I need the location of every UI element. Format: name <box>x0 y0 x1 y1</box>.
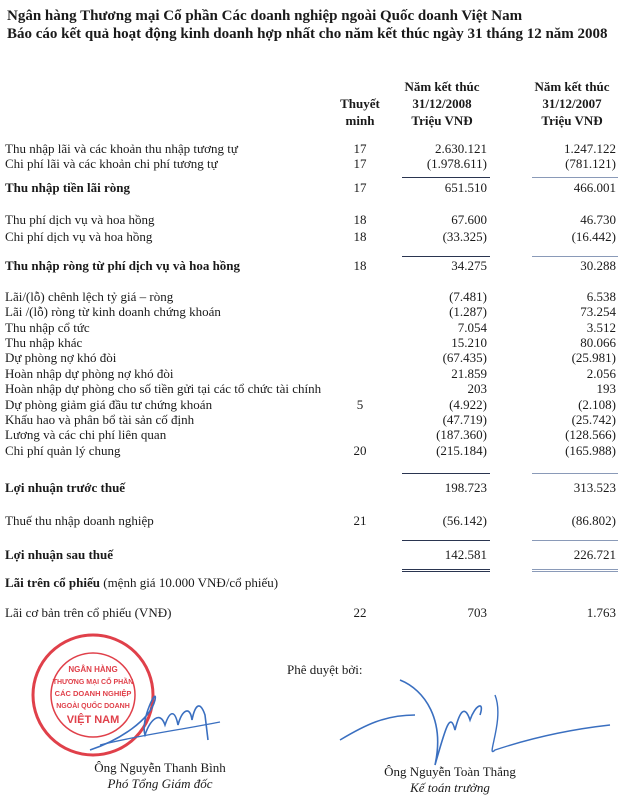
col-2007-header: 31/12/2007 <box>542 96 602 111</box>
row-note: 21 <box>353 513 367 528</box>
value-2007: 1.247.122 <box>564 141 616 156</box>
value-2008: 142.581 <box>444 547 487 562</box>
approval-label: Phê duyệt bởi: <box>287 662 363 677</box>
value-2008: 15.210 <box>451 335 487 350</box>
value-2007: 226.721 <box>573 547 616 562</box>
value-2008: 21.859 <box>451 366 487 381</box>
value-2007: 80.066 <box>580 335 616 350</box>
row-note: 22 <box>353 605 367 620</box>
value-2008: (7.481) <box>449 289 487 304</box>
value-2007: 6.538 <box>586 289 616 304</box>
row-note: 17 <box>353 141 367 156</box>
row-label: Thu nhập ròng từ phí dịch vụ và hoa hồng <box>5 258 241 273</box>
row-label: Lãi /(lỗ) ròng từ kinh doanh chứng khoán <box>5 304 221 319</box>
col-2008-header: Triệu VNĐ <box>411 113 473 128</box>
value-2008: 34.275 <box>451 258 487 273</box>
value-2008: 651.510 <box>444 180 487 195</box>
row-label-main: Lãi trên cổ phiếu <box>5 575 100 590</box>
col-2007-header: Năm kết thúc <box>534 79 610 94</box>
value-2007: (2.108) <box>578 397 616 412</box>
signer-1-title: Phó Tổng Giám đốc <box>107 776 213 791</box>
value-2007: 313.523 <box>573 480 616 495</box>
row-note: 18 <box>353 258 367 273</box>
row-label: Chi phí lãi và các khoản chi phí tương tự <box>5 156 218 171</box>
value-2008: (67.435) <box>442 350 487 365</box>
value-2008: (47.719) <box>442 412 487 427</box>
value-2008: 203 <box>467 381 487 396</box>
value-2007: 1.763 <box>586 605 616 620</box>
row-label: Thu nhập lãi và các khoản thu nhập tương tự <box>5 141 238 156</box>
row-note: 17 <box>353 180 367 195</box>
value-2008: 7.054 <box>457 320 487 335</box>
value-2007: 73.254 <box>580 304 616 319</box>
row-label: Thuế thu nhập doanh nghiệp <box>5 513 154 528</box>
value-2007: (165.988) <box>565 443 616 458</box>
value-2007: (781.121) <box>565 156 616 171</box>
col-2007-header: Triệu VNĐ <box>541 113 603 128</box>
row-label: Thu nhập tiền lãi ròng <box>5 180 130 195</box>
row-label: Thu phí dịch vụ và hoa hồng <box>5 212 155 227</box>
row-note: 20 <box>353 443 367 458</box>
svg-text:CÁC DOANH NGHIỆP: CÁC DOANH NGHIỆP <box>54 689 132 698</box>
value-2007: 466.001 <box>573 180 616 195</box>
value-2008: (4.922) <box>449 397 487 412</box>
note-header: minh <box>345 113 375 128</box>
row-note: 18 <box>353 212 367 227</box>
row-label: Lãi/(lỗ) chênh lệch tỷ giá – ròng <box>5 289 174 304</box>
value-2007: 30.288 <box>580 258 616 273</box>
row-note: 5 <box>356 397 364 412</box>
row-label: Lương và các chi phí liên quan <box>5 427 167 442</box>
signature-2 <box>335 670 615 770</box>
signer-2-name: Ông Nguyễn Toàn Thắng <box>384 764 516 779</box>
row-label: Hoàn nhập dự phòng nợ khó đòi <box>5 366 174 381</box>
value-2008: 703 <box>467 605 487 620</box>
col-2008-header: Năm kết thúc <box>404 79 480 94</box>
row-label: Lãi cơ bản trên cổ phiếu (VNĐ) <box>5 605 172 620</box>
value-2008: 198.723 <box>444 480 487 495</box>
row-label: Thu nhập khác <box>5 335 83 350</box>
row-note: 18 <box>353 229 367 244</box>
signature-1 <box>80 680 230 760</box>
value-2008: 67.600 <box>451 212 487 227</box>
value-2008: (56.142) <box>442 513 487 528</box>
value-2008: (33.325) <box>442 229 487 244</box>
row-label: Khấu hao và phân bổ tài sản cố định <box>5 412 195 427</box>
row-label: Chi phí quản lý chung <box>5 443 121 458</box>
value-2007: 193 <box>596 381 616 396</box>
row-label: Chi phí dịch vụ và hoa hồng <box>5 229 153 244</box>
col-2008-header: 31/12/2008 <box>412 96 472 111</box>
value-2007: 3.512 <box>586 320 616 335</box>
value-2007: 46.730 <box>580 212 616 227</box>
bank-name: Ngân hàng Thương mại Cổ phần Các doanh nghiệp ngoài Quốc doanh Việt Nam <box>7 8 523 24</box>
row-label-suffix: (mệnh giá 10.000 VNĐ/cổ phiếu) <box>99 575 279 590</box>
value-2007: (25.981) <box>571 350 616 365</box>
signer-2-title: Kế toán trưởng <box>410 780 490 795</box>
svg-text:NGÂN HÀNG: NGÂN HÀNG <box>68 665 118 674</box>
row-note: 17 <box>353 156 367 171</box>
svg-text:VIỆT NAM: VIỆT NAM <box>66 714 120 726</box>
value-2008: (215.184) <box>436 443 487 458</box>
value-2007: (25.742) <box>571 412 616 427</box>
value-2007: 2.056 <box>586 366 616 381</box>
value-2007: (128.566) <box>565 427 616 442</box>
report-title: Báo cáo kết quả hoạt động kinh doanh hợp nhất cho năm kết thúc ngày 31 tháng 12 năm 2008 <box>7 26 608 42</box>
row-label: Hoàn nhập dự phòng cho số tiền gửi tại các tổ chức tài chính <box>5 381 322 396</box>
value-2008: (1.978.611) <box>426 156 487 171</box>
row-label: Dự phòng nợ khó đòi <box>5 350 117 365</box>
value-2008: 2.630.121 <box>435 141 487 156</box>
row-label: Thu nhập cổ tức <box>5 320 90 335</box>
row-label: Lợi nhuận trước thuế <box>5 480 126 495</box>
note-header: Thuyết <box>340 96 380 111</box>
row-label: Dự phòng giảm giá đầu tư chứng khoán <box>5 397 213 412</box>
svg-text:THƯƠNG MẠI CỔ PHẦN: THƯƠNG MẠI CỔ PHẦN <box>52 679 134 686</box>
row-label: Lợi nhuận sau thuế <box>5 547 113 562</box>
row-label <box>5 575 278 590</box>
value-2008: (1.287) <box>449 304 487 319</box>
value-2007: (86.802) <box>571 513 616 528</box>
signer-1-name: Ông Nguyễn Thanh Bình <box>94 760 226 775</box>
svg-text:NGOÀI QUỐC DOANH: NGOÀI QUỐC DOANH <box>56 703 130 710</box>
value-2008: (187.360) <box>436 427 487 442</box>
value-2007: (16.442) <box>571 229 616 244</box>
